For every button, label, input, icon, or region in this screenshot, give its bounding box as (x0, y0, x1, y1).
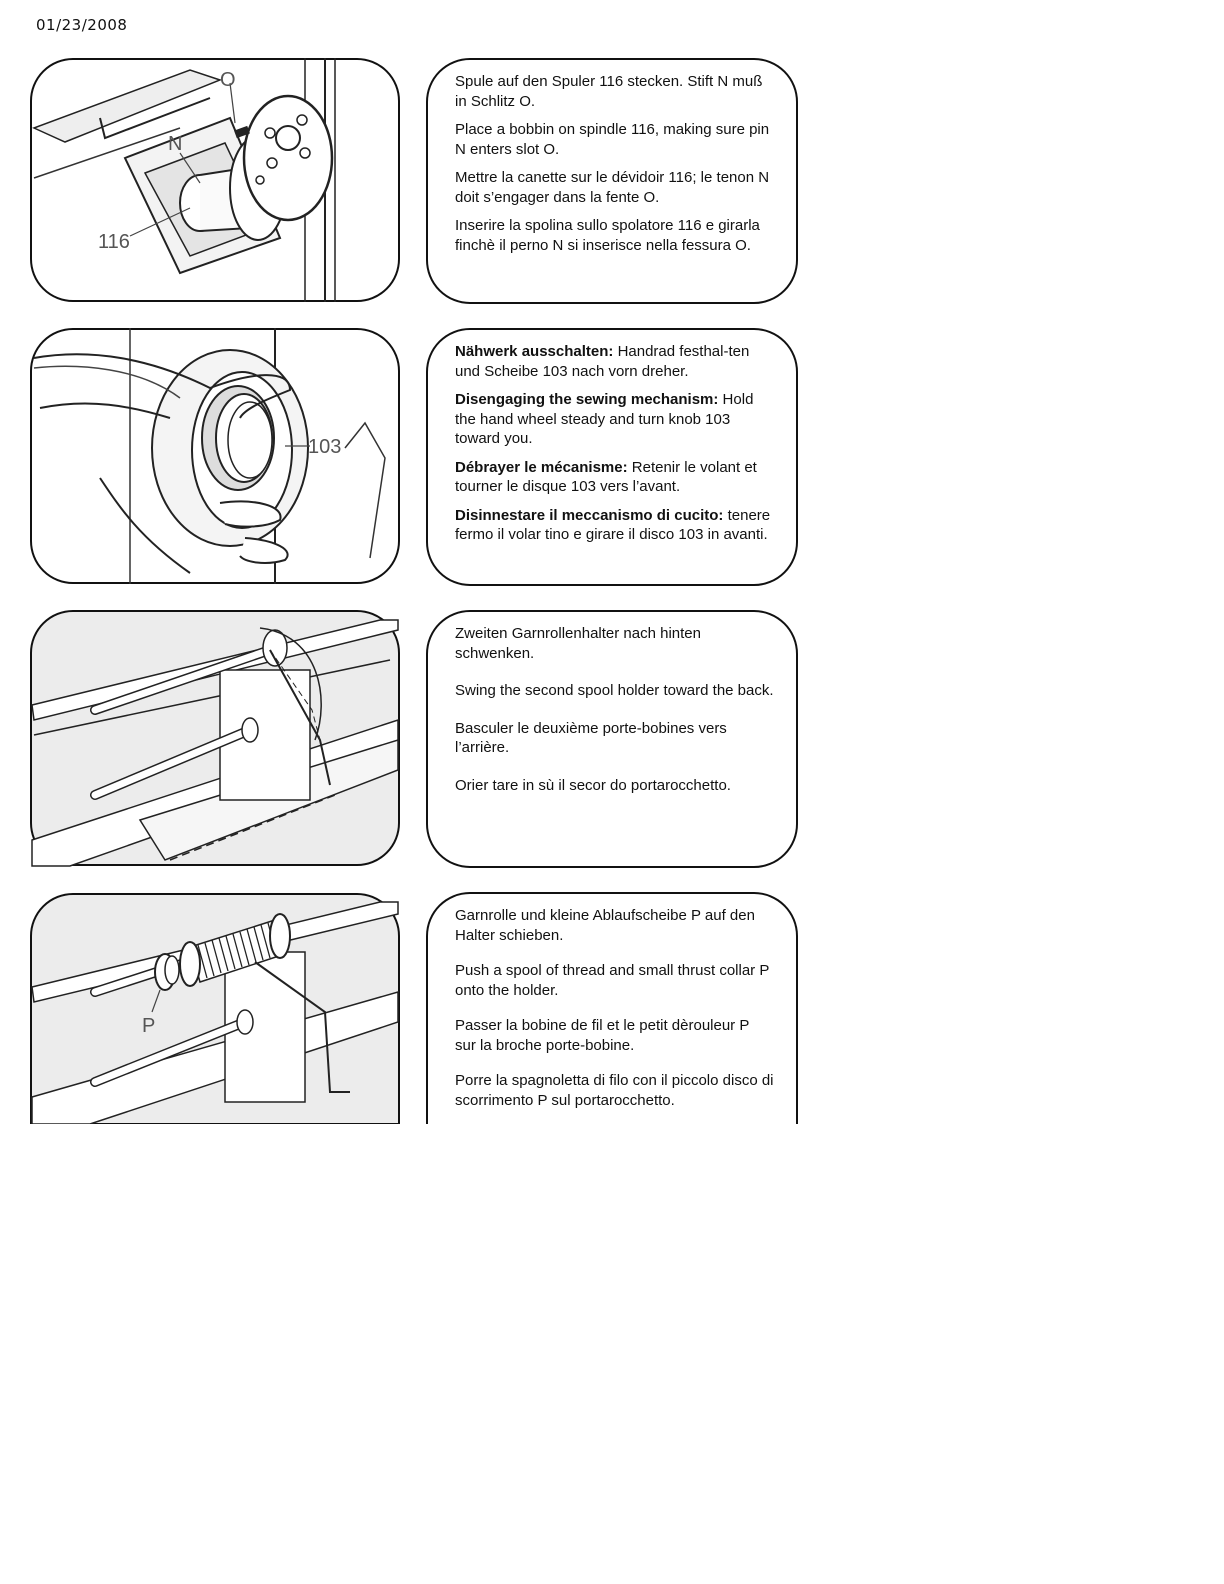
instruction-italian: Disinnestare il meccanismo di cucito: tenere fermo il volar tino e girare il disco 103 in avanti. (455, 506, 771, 543)
instruction-italian: Inserire la spolina sullo spolatore 116 e girarla finchè il perno N si inserisce nella fessura O. (455, 217, 760, 254)
page-date: 01/23/2008 (36, 16, 128, 34)
instruction-german: Spule auf den Spuler 116 stecken. Stift N muß in Schlitz O. (455, 73, 763, 110)
instruction-german: Garnrolle und kleine Ablaufscheibe P auf den Halter schieben. (455, 907, 755, 944)
bobbin-spindle-illustration-icon (30, 58, 402, 304)
instruction-row-spool-holder (30, 610, 800, 868)
instruction-french: Passer la bobine de fil et le petit dèrouleur P sur la broche porte-bobine. (455, 1017, 750, 1054)
instruction-english: Disengaging the sewing mechanism: Hold the hand wheel steady and turn knob 103 toward you. (455, 391, 754, 447)
callout-pin-n: N (168, 133, 183, 155)
instruction-english: Place a bobbin on spindle 116, making sure pin N enters slot O. (455, 121, 770, 158)
instruction-italian: Orier tare in sù il secor do portarocchetto. (455, 776, 731, 794)
instruction-german: Zweiten Garnrollenhalter nach hinten schwenken. (455, 625, 701, 662)
thread-spool-holder-illustration-icon (30, 892, 402, 1124)
instruction-german: Nähwerk ausschalten: Handrad festhal-ten und Scheibe 103 nach vorn dreher. (455, 343, 750, 380)
instruction-french: Débrayer le mécanisme: Retenir le volant et tourner le disque 103 vers l’avant. (455, 458, 757, 495)
callout-knob-103: 103 (308, 436, 342, 458)
callout-spindle-116: 116 (98, 231, 130, 253)
instruction-row-thread-spool (30, 892, 800, 1124)
instruction-english: Swing the second spool holder toward the back. (455, 682, 774, 699)
instruction-french: Mettre la canette sur le dévidoir 116; le tenon N doit s’engager dans la fente O. (455, 169, 770, 206)
instruction-row-bobbin (30, 58, 800, 304)
instruction-text-box (426, 892, 798, 1124)
callout-collar-p: P (142, 1015, 156, 1037)
instruction-text-box (426, 610, 798, 868)
instruction-english: Push a spool of thread and small thrust collar P onto the holder. (455, 962, 770, 999)
instruction-italian: Porre la spagnoletta di filo con il piccolo disco di scorrimento P sul portarocchetto. (455, 1072, 774, 1109)
handwheel-knob-illustration-icon (30, 328, 402, 586)
instruction-row-handwheel (30, 328, 800, 586)
callout-slot-o: O (220, 69, 236, 91)
instruction-text-box (426, 328, 798, 586)
instruction-text-box (426, 58, 798, 304)
spool-holder-swing-illustration-icon (30, 610, 402, 868)
instruction-french: Basculer le deuxième porte-bobines vers l’arrière. (455, 719, 727, 756)
